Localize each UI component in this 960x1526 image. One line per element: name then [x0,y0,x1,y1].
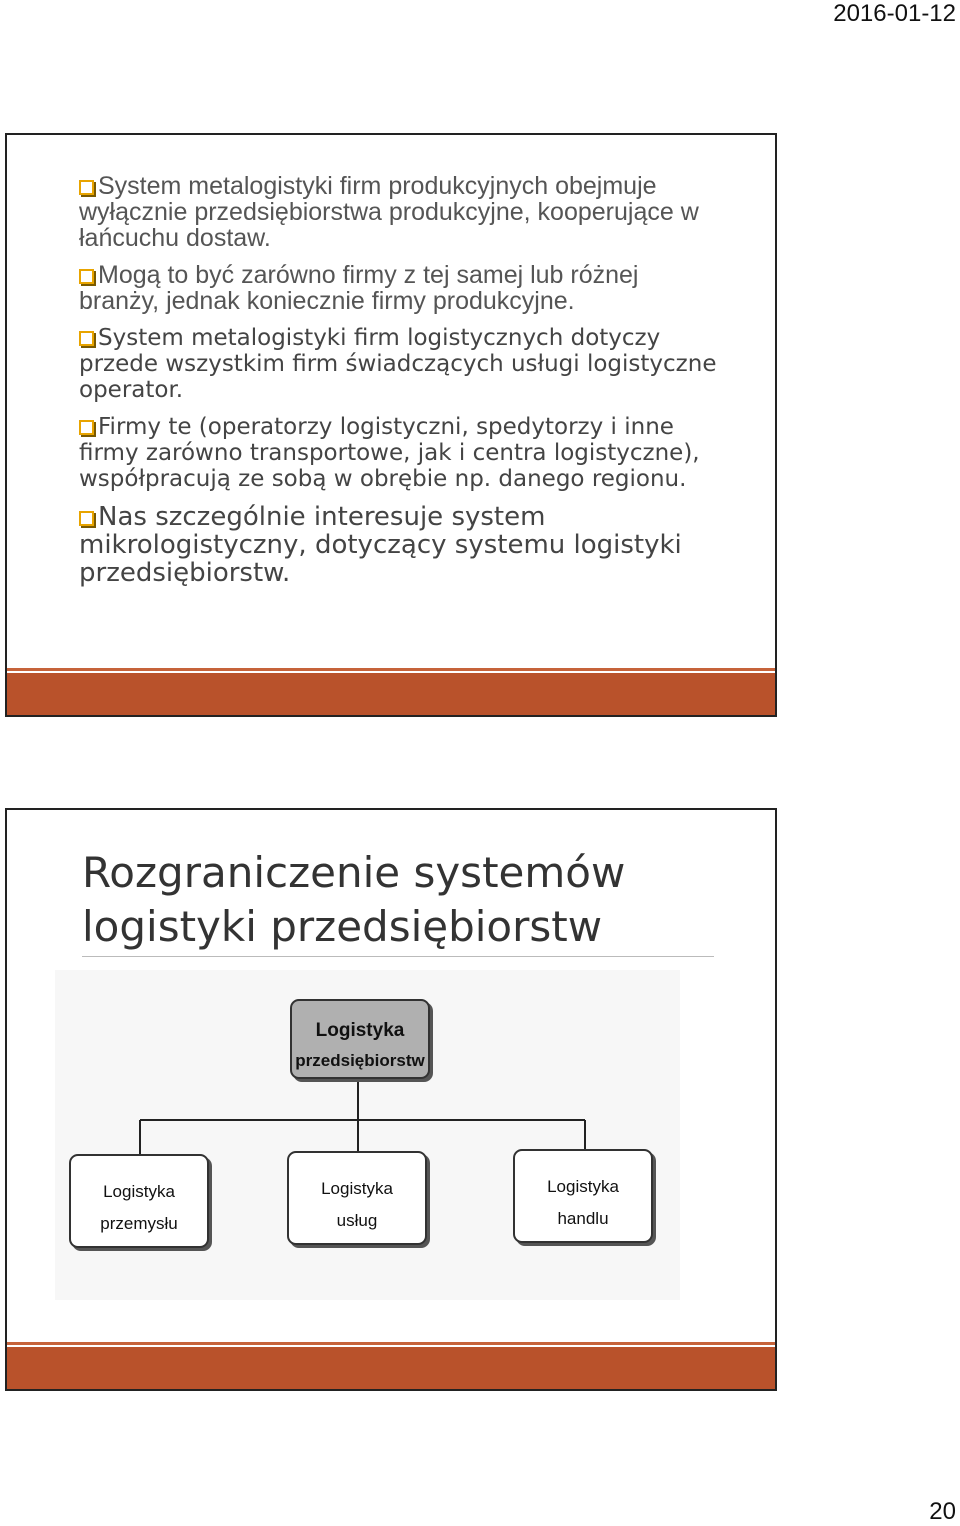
child-node-line-2: handlu [557,1209,609,1228]
bullet-item [79,173,719,251]
bullet-item [79,503,719,587]
checkbox-bullet-icon [79,269,94,284]
root-node [291,1000,429,1078]
slide-2 [5,808,777,1391]
org-chart-diagram [55,970,680,1300]
bullet-item [79,325,719,403]
slide-footer-bar [7,673,775,715]
child-node-line-1: Logistyka [547,1177,619,1196]
bullet-text: Nas szczególnie interesuje system mikrologistyczny, dotyczący systemu logistyki przedsiębiorstw. [79,502,682,588]
checkbox-bullet-icon [79,511,94,526]
root-node-line-1: Logistyka [315,1020,405,1041]
slide-1 [5,133,777,717]
child-node-line-2: usług [336,1211,378,1230]
checkbox-bullet-icon [79,331,94,346]
root-node-line-2: przedsiębiorstw [295,1051,425,1070]
child-node-line-1: Logistyka [321,1179,393,1198]
bullet-text: System metalogistyki firm produkcyjnych obejmuje wyłącznie przedsiębiorstwa produkcyjne, kooperujące w łańcuchu dostaw. [79,172,699,252]
header-date: 2016-01-12 [833,0,956,27]
slide-title-line-2: logistyki przedsiębiorstw [82,902,603,951]
slide-footer-bar [7,1347,775,1389]
title-divider [82,956,714,957]
checkbox-bullet-icon [79,180,94,195]
checkbox-bullet-icon [79,420,94,435]
bullet-item [79,414,719,492]
child-node [514,1150,652,1242]
page-number: 20 [929,1498,956,1525]
bullet-text: System metalogistyki firm logistycznych dotyczy przede wszystkim firm świadczących usługi logistyczne operator. [79,325,717,403]
bullet-item [79,262,719,314]
slide-title-line-1: Rozgraniczenie systemów [82,848,626,897]
slide-title [82,846,625,954]
child-node-line-2: przemysłu [100,1214,178,1233]
child-node [70,1155,208,1247]
bullet-list [79,173,719,598]
child-node-line-1: Logistyka [103,1182,175,1201]
bullet-text: Firmy te (operatorzy logistyczni, spedytorzy i inne firmy zarówno transportowe, jak i centra logistyczne), współpracują ze sobą w obrębie np. danego regionu. [79,414,700,492]
child-node [288,1152,426,1244]
bullet-text: Mogą to być zarówno firmy z tej samej lub różnej branży, jednak koniecznie firmy produkcyjne. [79,261,639,315]
